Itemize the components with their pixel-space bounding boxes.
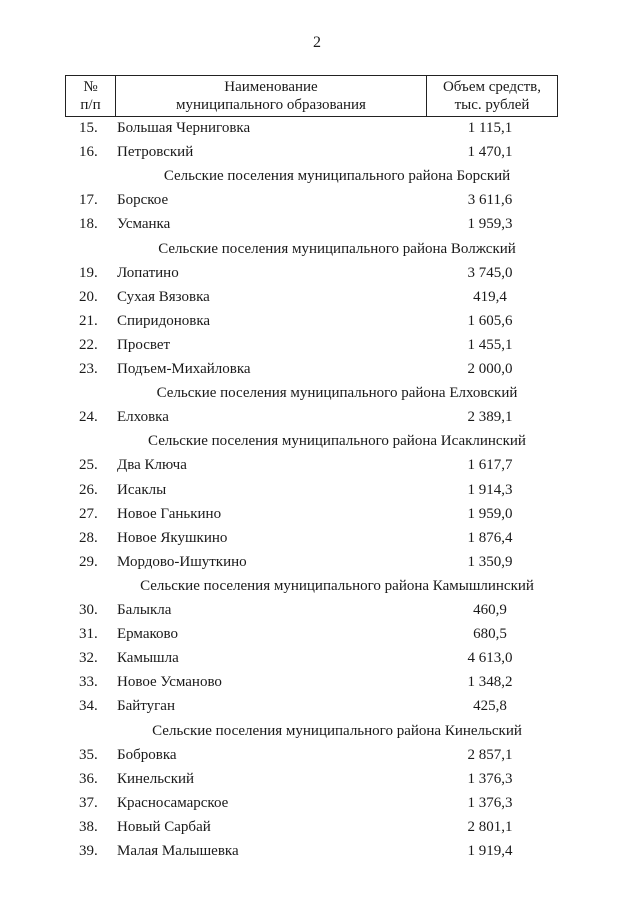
row-number: 30.	[79, 602, 98, 618]
amount-value: 1 376,3	[467, 771, 513, 787]
amount-value: 460,9	[473, 602, 507, 618]
municipality-name: Исаклы	[117, 482, 167, 498]
row-number: 33.	[79, 674, 98, 690]
amount-value: 1 605,6	[467, 313, 513, 329]
amount-value: 1 959,3	[467, 216, 513, 232]
amount-value: 1 876,4	[467, 530, 513, 546]
row-number: 35.	[79, 747, 98, 763]
municipality-name: Петровский	[117, 144, 194, 160]
header-amount-column: Объем средств, тыс. рублей	[442, 79, 542, 113]
section-heading: Сельские поселения муниципального района Борский	[163, 168, 511, 184]
municipality-name: Байтуган	[117, 698, 175, 714]
amount-value: 1 348,2	[467, 674, 513, 690]
amount-value: 2 389,1	[467, 409, 513, 425]
amount-value: 1 376,3	[467, 795, 513, 811]
municipality-name: Просвет	[117, 337, 171, 353]
table-row	[0, 286, 634, 308]
municipality-name: Подъем-Михайловка	[117, 361, 251, 377]
municipality-name: Балыкла	[117, 602, 172, 618]
table-row	[0, 310, 634, 332]
municipality-name: Сухая Вязовка	[117, 289, 210, 305]
row-number: 15.	[79, 120, 98, 136]
amount-value: 680,5	[473, 626, 507, 642]
municipality-name: Спиридоновка	[117, 313, 211, 329]
table-row	[0, 479, 634, 501]
municipality-name: Кинельский	[117, 771, 195, 787]
row-number: 36.	[79, 771, 98, 787]
municipality-name: Новое Ганькино	[117, 506, 222, 522]
row-number: 19.	[79, 265, 98, 281]
amount-value: 1 919,4	[467, 843, 513, 859]
table-row	[0, 527, 634, 549]
table-row	[0, 792, 634, 814]
amount-value: 2 801,1	[467, 819, 513, 835]
amount-value: 1 617,7	[467, 457, 513, 473]
table-row	[0, 744, 634, 766]
section-heading: Сельские поселения муниципального района Камышлинский	[140, 578, 534, 594]
table-row	[0, 599, 634, 621]
municipality-name: Мордово-Ишуткино	[117, 554, 247, 570]
amount-value: 3 745,0	[467, 265, 513, 281]
municipality-name: Новый Сарбай	[117, 819, 211, 835]
amount-value: 1 914,3	[467, 482, 513, 498]
municipality-name: Новое Усманово	[117, 674, 222, 690]
row-number: 38.	[79, 819, 98, 835]
table-row	[0, 671, 634, 693]
row-number: 16.	[79, 144, 98, 160]
section-heading: Сельские поселения муниципального района Волжский	[158, 241, 516, 257]
row-number: 39.	[79, 843, 98, 859]
amount-value: 2 000,0	[467, 361, 513, 377]
table-row	[0, 141, 634, 163]
table-row	[0, 695, 634, 717]
row-number: 20.	[79, 289, 98, 305]
amount-value: 1 959,0	[467, 506, 513, 522]
row-number: 32.	[79, 650, 98, 666]
municipality-name: Малая Малышевка	[117, 843, 239, 859]
table-row	[0, 840, 634, 862]
table-row	[0, 117, 634, 139]
amount-value: 1 115,1	[467, 120, 513, 136]
row-number: 18.	[79, 216, 98, 232]
amount-value: 425,8	[473, 698, 507, 714]
municipality-name: Красносамарское	[117, 795, 229, 811]
row-number: 28.	[79, 530, 98, 546]
amount-value: 4 613,0	[467, 650, 513, 666]
amount-value: 2 857,1	[467, 747, 513, 763]
table-row	[0, 816, 634, 838]
table-row	[0, 262, 634, 284]
page-number: 2	[313, 34, 321, 51]
municipality-name: Усманка	[117, 216, 171, 232]
table-row	[0, 358, 634, 380]
amount-value: 419,4	[473, 289, 507, 305]
amount-value: 1 470,1	[467, 144, 513, 160]
municipality-name: Елховка	[117, 409, 169, 425]
row-number: 34.	[79, 698, 98, 714]
table-row	[0, 189, 634, 211]
amount-value: 1 350,9	[467, 554, 513, 570]
table-header	[65, 75, 558, 117]
row-number: 31.	[79, 626, 98, 642]
municipality-name: Борское	[117, 192, 169, 208]
table-row	[0, 213, 634, 235]
municipality-name: Бобровка	[117, 747, 177, 763]
header-name-column: Наименование муниципального образования	[116, 76, 427, 116]
table-row	[0, 406, 634, 428]
table-row	[0, 334, 634, 356]
row-number: 25.	[79, 457, 98, 473]
header-number-column: № п/п	[66, 76, 116, 116]
row-number: 37.	[79, 795, 98, 811]
row-number: 27.	[79, 506, 98, 522]
municipality-name: Камышла	[117, 650, 179, 666]
municipality-name: Большая Черниговка	[117, 120, 251, 136]
table-row	[0, 551, 634, 573]
row-number: 26.	[79, 482, 98, 498]
section-heading: Сельские поселения муниципального района Исаклинский	[148, 433, 526, 449]
municipality-name: Новое Якушкино	[117, 530, 228, 546]
table-row	[0, 454, 634, 476]
amount-value: 3 611,6	[467, 192, 513, 208]
table-row	[0, 503, 634, 525]
row-number: 24.	[79, 409, 98, 425]
row-number: 23.	[79, 361, 98, 377]
row-number: 21.	[79, 313, 98, 329]
row-number: 17.	[79, 192, 98, 208]
amount-value: 1 455,1	[467, 337, 513, 353]
table-row	[0, 768, 634, 790]
row-number: 29.	[79, 554, 98, 570]
municipality-name: Ермаково	[117, 626, 178, 642]
section-heading: Сельские поселения муниципального района Елховский	[156, 385, 518, 401]
municipality-name: Два Ключа	[117, 457, 187, 473]
table-row	[0, 623, 634, 645]
section-heading: Сельские поселения муниципального района Кинельский	[152, 723, 522, 739]
row-number: 22.	[79, 337, 98, 353]
municipality-name: Лопатино	[117, 265, 179, 281]
table-row	[0, 647, 634, 669]
